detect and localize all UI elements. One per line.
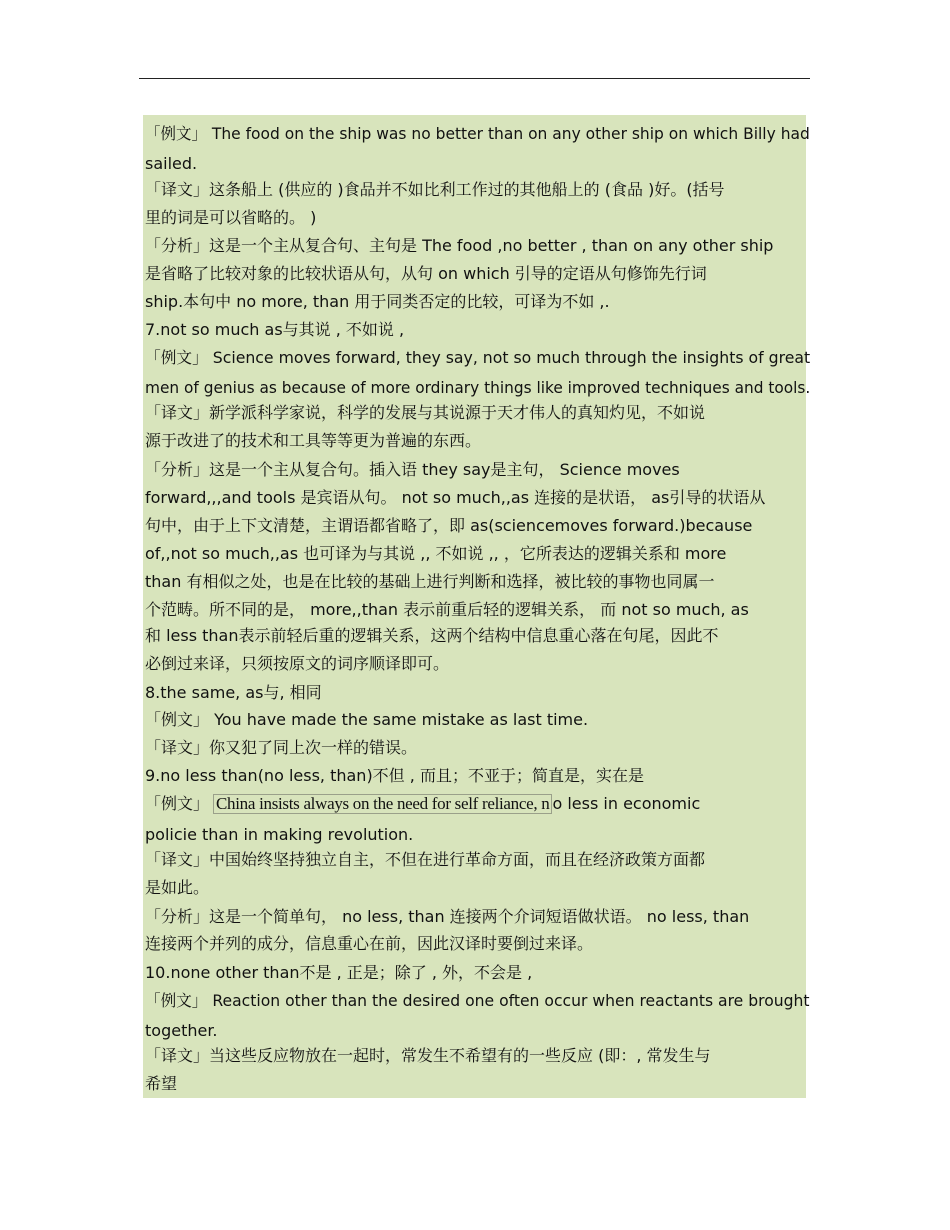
text-line: ship.本句中 no more, than 用于同类否定的比较，可译为不如 ,. <box>145 292 610 311</box>
inline-tail: o less in economic <box>552 794 701 813</box>
text-line: 连接两个并列的成分，信息重心在前，因此汉译时要倒过来译。 <box>145 934 594 953</box>
text-line: men of genius as because of more ordinary things like improved techniques and tools. <box>145 378 811 397</box>
section-heading: 10.none other than不是 , 正是；除了 , 外，不会是 , <box>145 963 533 982</box>
text-line: policie than in making revolution. <box>145 825 414 844</box>
text-line: 里的词是可以省略的。 ) <box>145 208 317 227</box>
text-line: 「译文」中国始终坚持独立自主，不但在进行革命方面，而且在经济政策方面都 <box>145 850 706 869</box>
text-line: 「分析」这是一个简单句， no less, than 连接两个介词短语做状语。 no less, than <box>145 907 750 926</box>
text-line: 是省略了比较对象的比较状语从句，从句 on which 引导的定语从句修饰先行词 <box>145 264 707 283</box>
text-line: together. <box>145 1021 218 1040</box>
text-line: 句中，由于上下文清楚，主谓语都省略了，即 as(sciencemoves forward.)because <box>145 516 753 535</box>
text-line: 「分析」这是一个主从复合句。插入语 they say是主句， Science moves <box>145 460 680 479</box>
text-line: forward,,,and tools 是宾语从句。 not so much,,as 连接的是状语， as引导的状语从 <box>145 488 766 507</box>
inline-image-snippet: China insists always on the need for self reliance, n <box>213 794 552 814</box>
text-line: 希望 <box>145 1074 178 1093</box>
text-line: 是如此。 <box>145 878 210 897</box>
text-line: 必倒过来译，只须按原文的词序顺译即可。 <box>145 654 450 673</box>
text-line: 「译文」当这些反应物放在一起时，常发生不希望有的一些反应 (即：, 常发生与 <box>145 1046 711 1065</box>
text-line: 「例文」 Science moves forward, they say, not so much through the insights of great <box>145 348 811 367</box>
text-line: 「例文」 The food on the ship was no better than on any other ship on which Billy had <box>145 124 810 143</box>
section-heading: 7.not so much as与其说 , 不如说 , <box>145 320 405 339</box>
section-heading: 9.no less than(no less, than)不但 , 而且；不亚于；简直是，实在是 <box>145 766 644 785</box>
text-line: 「译文」你又犯了同上次一样的错误。 <box>145 738 418 757</box>
text-line: 「译文」新学派科学家说，科学的发展与其说源于天才伟人的真知灼见，不如说 <box>145 403 706 422</box>
text-line: 「译文」这条船上 (供应的 )食品并不如比利工作过的其他船上的 (食品 )好。(括号 <box>145 180 725 199</box>
text-line: 「分析」这是一个主从复合句、主句是 The food ,no better , than on any other ship <box>145 236 774 255</box>
header-rule <box>139 78 810 79</box>
text-line: 「例文」 Reaction other than the desired one often occur when reactants are brought <box>145 991 810 1010</box>
text-line: than 有相似之处，也是在比较的基础上进行判断和选择，被比较的事物也同属一 <box>145 572 715 591</box>
text-line: sailed. <box>145 154 198 173</box>
text-line: 源于改进了的技术和工具等等更为普遍的东西。 <box>145 431 482 450</box>
text-line: of,,not so much,,as 也可译为与其说 ,, 不如说 ,, ，它所表达的逻辑关系和 more <box>145 544 727 563</box>
text-line: 和 less than表示前轻后重的逻辑关系，这两个结构中信息重心落在句尾，因此不 <box>145 626 719 645</box>
section-heading: 8.the same, as与, 相同 <box>145 683 322 702</box>
text-line: 「例文」 You have made the same mistake as last time. <box>145 710 589 729</box>
text-line: 个范畴。所不同的是， more,,than 表示前重后轻的逻辑关系， 而 not so much, as <box>145 600 749 619</box>
text-line: 「例文」 China insists always on the need for self reliance, n o less in economic <box>145 794 701 813</box>
